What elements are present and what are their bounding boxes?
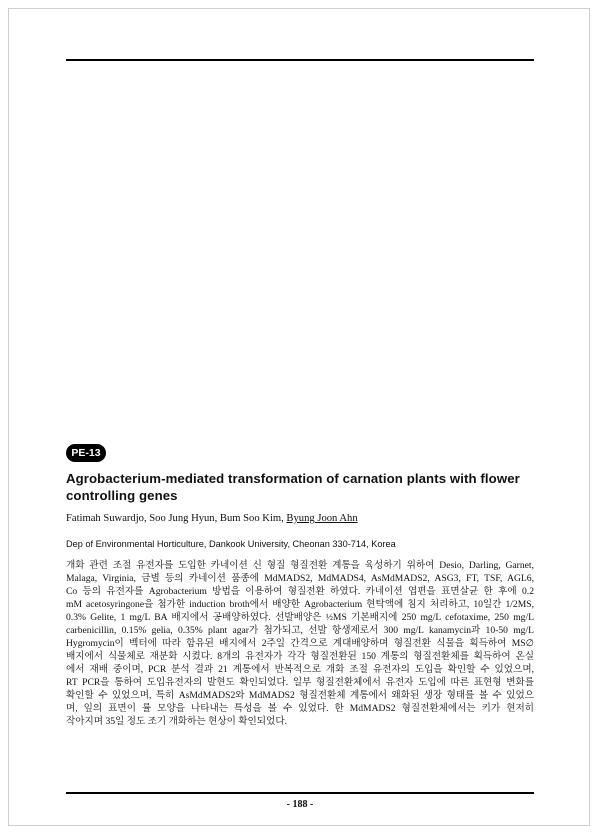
abstract-line: Hygromycin이 벡터에 따라 함유된 배지에서 2주일 간격으로 계대배양하며 형질전환 식물을 획득하여 MS∅ (66, 638, 534, 649)
paper-title: Agrobacterium-mediated transformation of carnation plants with flower controlling genes (66, 471, 520, 503)
session-badge: PE-13 (66, 444, 106, 462)
abstract-line: carbenicillin, 0.15% gelia, 0.35% plant agar가 첨가되고, 선발 항생제로서 300 mg/L kanamycin과 10-50 mg/L (66, 625, 534, 636)
abstract-line: 며, 잎의 표면이 률 모양을 나타내는 특성을 볼 수 있었다. 한 MdMADS2 형질전환체에서는 키가 현저히 (66, 703, 534, 714)
abstract-line: 배지에서 식물체로 재분화 시켰다. 8개의 유전자가 각각 형질전환된 150 계통의 형질전환체를 획득하여 온실 (66, 651, 534, 662)
abstract-line: 0.3% Gelite, 1 mg/L BA 배지에서 공배양하였다. 선발배양은 ½MS 기본배지에 250 mg/L cefotaxime, 250 mg/L (66, 612, 534, 623)
abstract-line: 작아지며 35일 정도 조기 개화하는 현상이 확인되었다. (66, 716, 288, 727)
abstract-line: mM acetosyringone을 첨가한 induction broth에서 배양한 Agrobacterium 현탁액에 침지 처리하고, 10일간 1/2MS, (66, 599, 534, 610)
top-rule (66, 59, 534, 61)
author-list (66, 512, 534, 526)
abstract-line: Malaga, Virginia, 금별 등의 카네이션 품종에 MdMADS2, MdMADS4, AsMdMADS2, ASG3, FT, TSF, AGL6, (66, 573, 534, 584)
abstract (66, 559, 534, 728)
abstract-line: 에서 재배 중이며, PCR 분석 결과 21 계통에서 반복적으로 개화 조절 유전자의 도입을 확인할 수 있었으며, (66, 664, 534, 675)
abstract-line: 확인할 수 있었으며, 특히 AsMdMADS2와 MdMADS2 형질전환체 계통에서 왜화된 생장 형태를 볼 수 있었으 (66, 690, 534, 701)
affiliation: Dep of Environmental Horticulture, Dankook University, Cheonan 330-714, Korea (66, 539, 396, 549)
page-number: - 188 - (286, 799, 314, 810)
bottom-rule (66, 792, 534, 794)
abstract-line: 개화 관련 조절 유전자를 도입한 카네이션 신 형질 형질전환 계통을 육성하기 위하여 Desio, Darling, Garnet, (66, 560, 534, 571)
abstract-line: Co 등의 유전자를 Agrobacterium 방법을 이용하여 형질전환 하였다. 카네이션 엽편을 표면살균 한 후에 0.2 (66, 586, 534, 597)
abstract-line: RT PCR을 통하여 도입유전자의 발현도 확인되었다. 일부 형질전환체에서 유전자 도입에 따른 표현형 변화를 (66, 677, 534, 688)
co-authors: Fatimah Suwardjo, Soo Jung Hyun, Bum Soo Kim, (66, 513, 287, 524)
presenting-author: Byung Joon Ahn (286, 513, 358, 524)
